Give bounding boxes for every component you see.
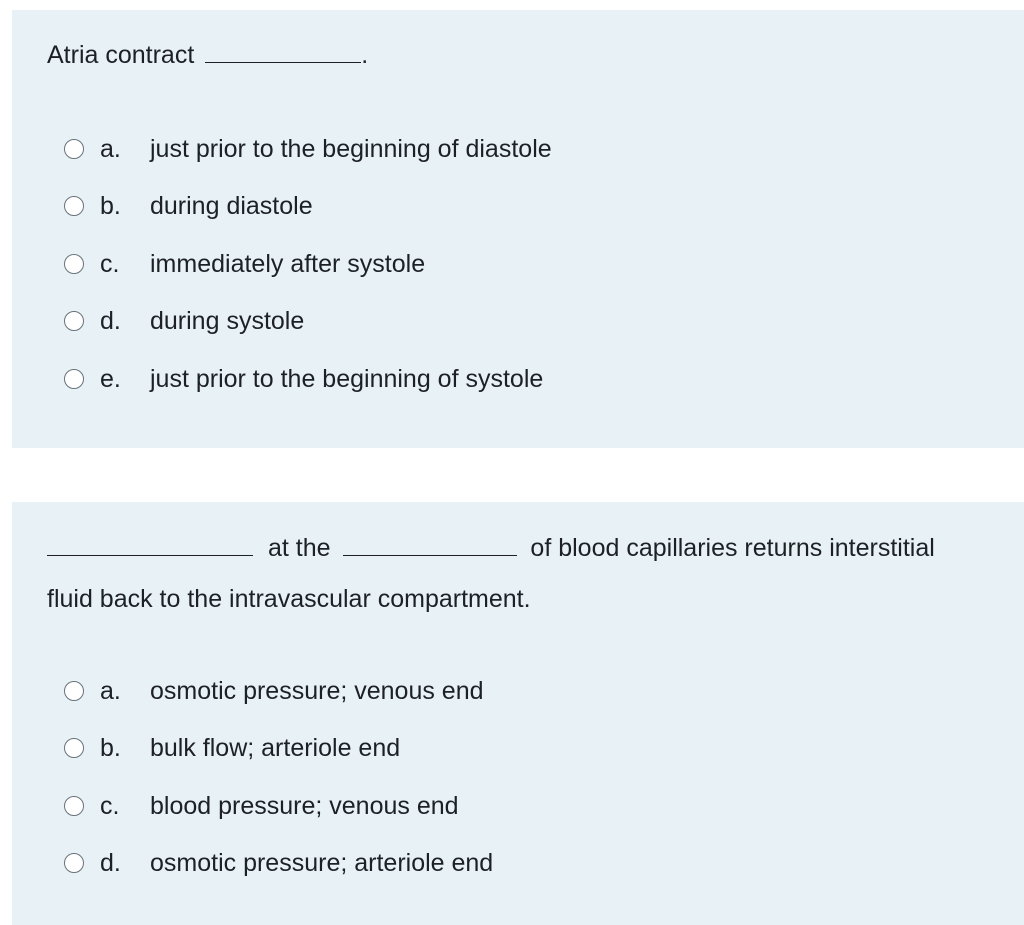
option-text: immediately after systole <box>150 250 426 278</box>
question-card-1 <box>12 10 1024 448</box>
option-text: blood pressure; venous end <box>150 792 459 820</box>
answer-blank-2 <box>343 535 517 556</box>
option-text: bulk flow; arteriole end <box>150 734 401 762</box>
question-card-2 <box>12 502 1024 925</box>
option-letter: b. <box>100 734 121 762</box>
option-letter: a. <box>100 677 121 705</box>
question-text-end: of blood capillaries returns interstitial <box>530 534 935 562</box>
radio-button[interactable] <box>64 853 84 873</box>
question-text <box>47 40 368 70</box>
option-letter: c. <box>100 250 120 278</box>
option-letter: e. <box>100 365 121 393</box>
radio-button[interactable] <box>64 369 84 389</box>
option-text: osmotic pressure; arteriole end <box>150 849 494 877</box>
option-text: just prior to the beginning of systole <box>150 365 544 393</box>
option-letter: c. <box>100 792 120 820</box>
radio-button[interactable] <box>64 738 84 758</box>
question-text-start: Atria contract <box>47 41 195 69</box>
option-text: during diastole <box>150 192 313 220</box>
option-text: during systole <box>150 307 305 335</box>
radio-button[interactable] <box>64 139 84 159</box>
option-letter: b. <box>100 192 121 220</box>
question-text-end: . <box>361 41 369 69</box>
radio-button[interactable] <box>64 254 84 274</box>
radio-button[interactable] <box>64 796 84 816</box>
radio-button[interactable] <box>64 311 84 331</box>
question-text-line-2: fluid back to the intravascular compartment. <box>47 585 531 613</box>
question-text-line-1 <box>47 533 935 563</box>
question-text-mid: at the <box>267 534 331 562</box>
answer-blank <box>205 42 361 63</box>
option-letter: d. <box>100 307 121 335</box>
option-text: just prior to the beginning of diastole <box>150 135 552 163</box>
option-letter: a. <box>100 135 121 163</box>
radio-button[interactable] <box>64 681 84 701</box>
option-letter: d. <box>100 849 121 877</box>
option-text: osmotic pressure; venous end <box>150 677 484 705</box>
answer-blank-1 <box>47 535 253 556</box>
radio-button[interactable] <box>64 196 84 216</box>
